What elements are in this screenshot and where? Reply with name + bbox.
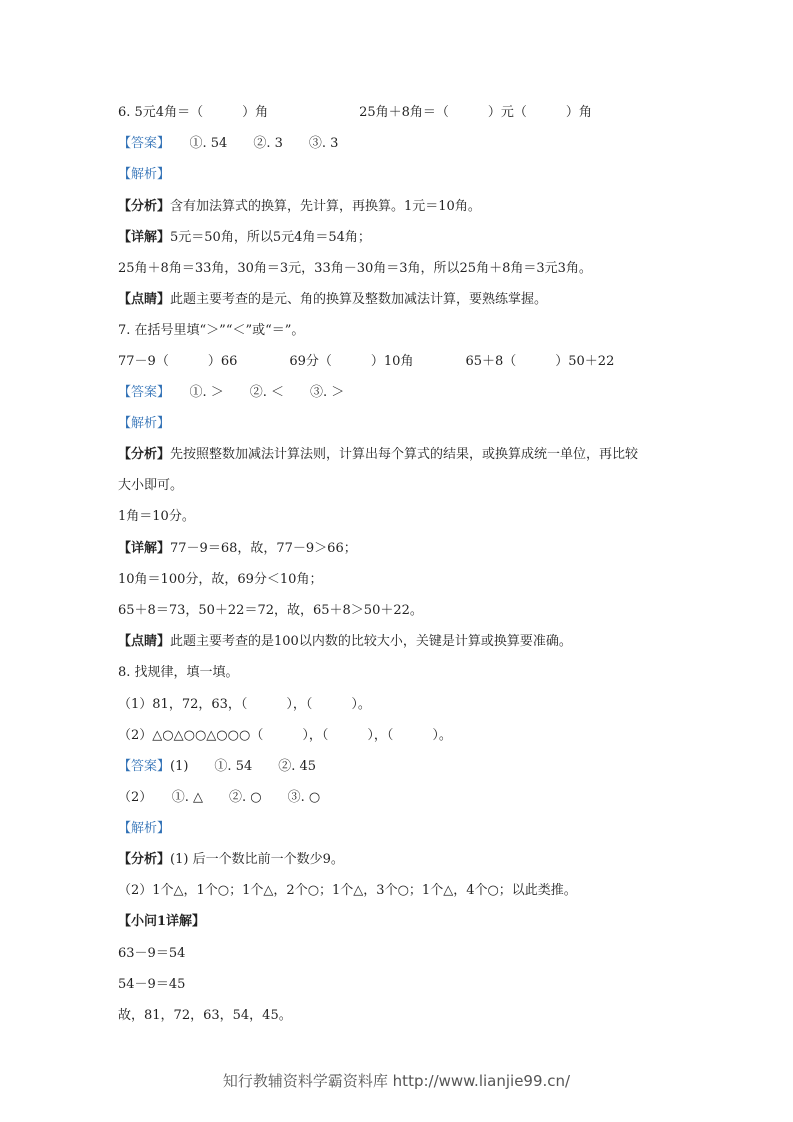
- q8-fenxi: [118, 851, 733, 869]
- q7-xiangjie: [118, 540, 733, 558]
- q7-fenxi-3: 1角＝10分。: [118, 509, 195, 524]
- q7-fenxi: [118, 446, 733, 464]
- q7-fenxi-2: 大小即可。: [118, 478, 184, 493]
- q7-xiangjie-3: 65＋8＝73，50＋22＝72，故，65＋8＞50＋22。: [118, 603, 423, 618]
- answer-label: 【答案】: [118, 759, 171, 774]
- q6-answer: [118, 135, 733, 153]
- fenxi-label: 【分析】: [118, 199, 171, 214]
- fenxi-text: 含有加法算式的换算，先计算，再换算。1元＝10角。: [170, 199, 481, 214]
- q8-calc-2: 54－9＝45: [118, 977, 186, 992]
- dianjing-text: 此题主要考查的是元、角的换算及整数加减法计算，要熟练掌握。: [170, 292, 548, 307]
- q7-stem: 7. 在括号里填“＞”“＜”或“＝”。: [118, 323, 305, 338]
- footer-watermark: 知行教辅资料学霸资料库 http://www.lianjie99.cn/: [222, 1072, 571, 1090]
- dianjing-text: 此题主要考查的是100以内数的比较大小，关键是计算或换算要准确。: [170, 634, 572, 649]
- q8-stem: 8. 找规律，填一填。: [118, 665, 239, 680]
- q7-analysis-label: 【解析】: [118, 416, 171, 431]
- q8-sub2: （2）△○△○○△○○○（ ），（ ），（ ）。: [118, 728, 452, 743]
- q8-answer: [118, 758, 733, 776]
- answer-text: (1) ①. 54 ②. 45: [170, 759, 317, 774]
- q8-answer-2: （2） ①. △ ②. ○ ③. ○: [118, 790, 321, 805]
- q7-answer: [118, 384, 733, 402]
- q6-stem: 6. 5元4角＝（ ）角 25角＋8角＝（ ）元（ ）角: [118, 105, 592, 120]
- q8-calc-3: 故，81，72，63，54，45。: [118, 1008, 292, 1023]
- q8-sub1: （1）81，72，63，（ ），（ ）。: [118, 697, 371, 712]
- q8-fenxi-2: （2）1个△，1个○；1个△，2个○；1个△，3个○；1个△，4个○；以此类推。: [118, 883, 577, 898]
- fenxi-label: 【分析】: [118, 447, 171, 462]
- xiangjie-label: 【详解】: [118, 230, 171, 245]
- q7-sub: 77－9（ ）66 69分（ ）10角 65＋8（ ）50＋22: [118, 354, 615, 369]
- fenxi-text: 先按照整数加减法计算法则，计算出每个算式的结果，或换算成统一单位，再比较: [170, 447, 639, 462]
- xiangjie-text: 77－9＝68，故，77－9＞66；: [170, 541, 357, 556]
- answer-text: ①. ＞ ②. ＜ ③. ＞: [163, 385, 345, 400]
- answer-label: 【答案】: [118, 136, 164, 151]
- dianjing-label: 【点睛】: [118, 292, 171, 307]
- xiangjie-text: 5元＝50角，所以5元4角＝54角；: [170, 230, 371, 245]
- fenxi-text: (1) 后一个数比前一个数少9。: [170, 852, 344, 867]
- q7-dianjing: [118, 633, 733, 651]
- q6-xiangjie-2: 25角＋8角＝33角，30角＝3元，33角－30角＝3角，所以25角＋8角＝3元3角。: [118, 261, 592, 276]
- q8-calc-1: 63－9＝54: [118, 946, 186, 961]
- q8-sub-label: 【小问1详解】: [118, 914, 206, 929]
- answer-label: 【答案】: [118, 385, 164, 400]
- dianjing-label: 【点睛】: [118, 634, 171, 649]
- answer-text: ①. 54 ②. 3 ③. 3: [163, 136, 339, 151]
- q7-xiangjie-2: 10角＝100分，故，69分＜10角；: [118, 572, 323, 587]
- q8-analysis-label: 【解析】: [118, 821, 171, 836]
- q6-fenxi: [118, 198, 733, 216]
- q6-xiangjie: [118, 229, 733, 247]
- q6-analysis-label: 【解析】: [118, 167, 171, 182]
- fenxi-label: 【分析】: [118, 852, 171, 867]
- xiangjie-label: 【详解】: [118, 541, 171, 556]
- q6-dianjing: [118, 291, 733, 309]
